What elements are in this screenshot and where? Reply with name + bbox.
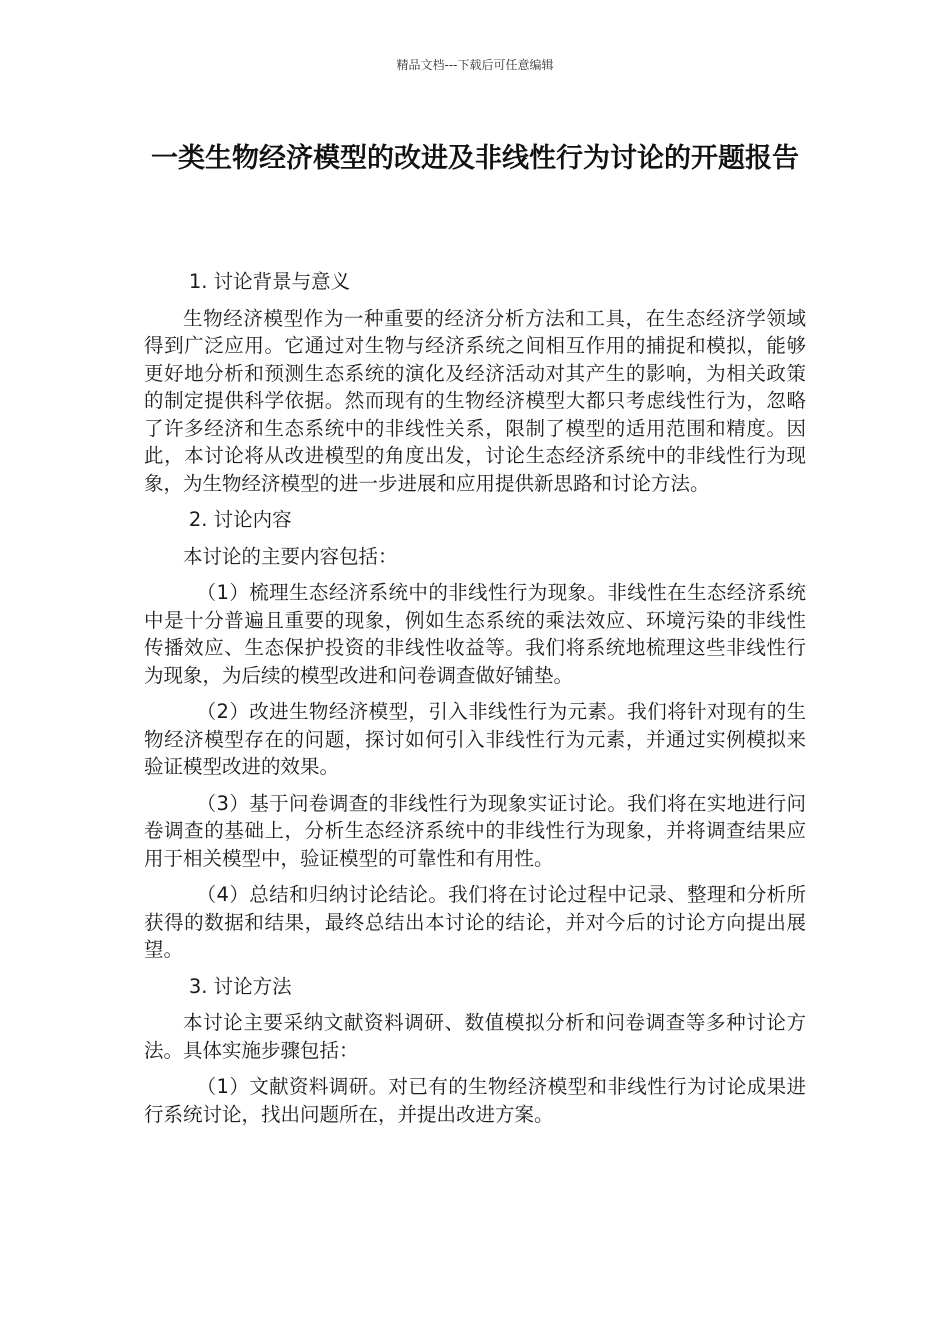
section-2-item-4: （4）总结和归纳讨论结论。我们将在讨论过程中记录、整理和分析所获得的数据和结果，最终总结出本讨论的结论，并对今后的讨论方向提出展望。 <box>144 883 806 961</box>
section-1-paragraph: 生物经济模型作为一种重要的经济分析方法和工具，在生态经济学领域得到广泛应用。它通过对生物与经济系统之间相互作用的捕捉和模拟，能够更好地分析和预测生态系统的演化及经济活动对其产生的影响，为相关政策的制定提供科学依据。然而现有的生物经济模型大都只考虑线性行为，忽略了许多经济和生态系统中的非线性关系，限制了模型的适用范围和精度。因此，本讨论将从改进模型的角度出发，讨论生态经济系统中的非线性行为现象，为生物经济模型的进一步进展和应用提供新思路和讨论方法。 <box>144 306 806 495</box>
section-3-item-1: （1）文献资料调研。对已有的生物经济模型和非线性行为讨论成果进行系统讨论，找出问题所在，并提出改进方案。 <box>144 1075 806 1126</box>
page-header: 精品文档---下载后可任意编辑 <box>396 58 554 72</box>
section-3-intro: 本讨论主要采纳文献资料调研、数值模拟分析和问卷调查等多种讨论方法。具体实施步骤包括： <box>144 1011 806 1062</box>
section-2-heading: 2. 讨论内容 <box>188 508 292 531</box>
section-1-heading: 1. 讨论背景与意义 <box>188 270 351 293</box>
section-2-item-1: （1）梳理生态经济系统中的非线性行为现象。非线性在生态经济系统中是十分普遍且重要的现象，例如生态系统的乘法效应、环境污染的非线性传播效应、生态保护投资的非线性收益等。我们将系统地梳理这些非线性行为现象，为后续的模型改进和问卷调查做好铺垫。 <box>144 581 806 687</box>
section-3-heading: 3. 讨论方法 <box>188 974 292 998</box>
section-2-intro: 本讨论的主要内容包括： <box>183 544 398 568</box>
document-body <box>144 268 806 1137</box>
section-2-item-3: （3）基于问卷调查的非线性行为现象实证讨论。我们将在实地进行问卷调查的基础上，分析生态经济系统中的非线性行为现象，并将调查结果应用于相关模型中，验证模型的可靠性和有用性。 <box>144 791 806 870</box>
document-title: 一类生物经济模型的改进及非线性行为讨论的开题报告 <box>151 143 799 174</box>
section-2-item-2: （2）改进生物经济模型，引入非线性行为元素。我们将针对现有的生物经济模型存在的问题，探讨如何引入非线性行为元素，并通过实例模拟来验证模型改进的效果。 <box>144 700 806 778</box>
